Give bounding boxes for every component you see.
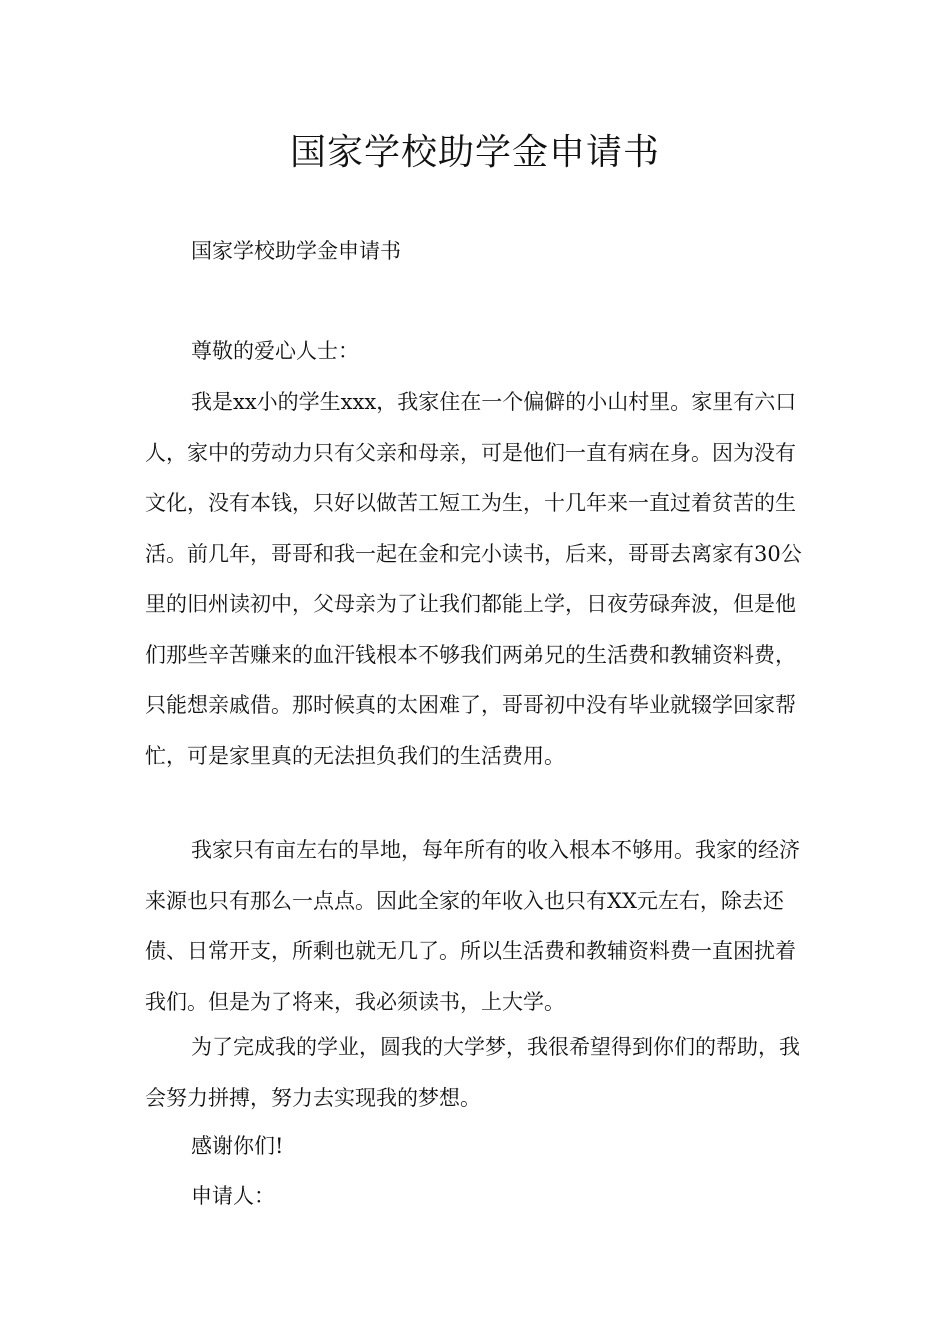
paragraph-family-situation: 我是xx小的学生xxx，我家住在一个偏僻的小山村里。家里有六口人，家中的劳动力只有父亲和母亲，可是他们一直有病在身。因为没有文化，没有本钱，只好以做苦工短工为生，十几年来一直过着贫苦的生活。前几年，哥哥和我一起在金和完小读书，后来，哥哥去离家有30公里的旧州读初中，父母亲为了让我们都能上学，日夜劳碌奔波，但是他们那些辛苦赚来的血汗钱根本不够我们两弟兄的生活费和教辅资料费，只能想亲戚借。那时候真的太困难了，哥哥初中没有毕业就辍学回家帮忙，可是家里真的无法担负我们的生活费用。 bbox=[145, 390, 802, 768]
salutation: 尊敬的爱心人士： bbox=[191, 339, 359, 363]
thanks-line: 感谢你们! bbox=[191, 1134, 284, 1158]
paragraph-income: 我家只有亩左右的旱地，每年所有的收入根本不够用。我家的经济来源也只有那么一点点。因此全家的年收入也只有XX元左右，除去还债、日常开支，所剩也就无几了。所以生活费和教辅资料费一直困扰着我们。但是为了将来，我必须读书，上大学。 bbox=[145, 838, 800, 1014]
applicant-label: 申请人： bbox=[191, 1184, 275, 1208]
document-subtitle: 国家学校助学金申请书 bbox=[191, 239, 401, 263]
document-title: 国家学校助学金申请书 bbox=[289, 132, 660, 173]
paragraph-request: 为了完成我的学业，圆我的大学梦，我很希望得到你们的帮助，我会努力拼搏，努力去实现我的梦想。 bbox=[145, 1035, 800, 1110]
